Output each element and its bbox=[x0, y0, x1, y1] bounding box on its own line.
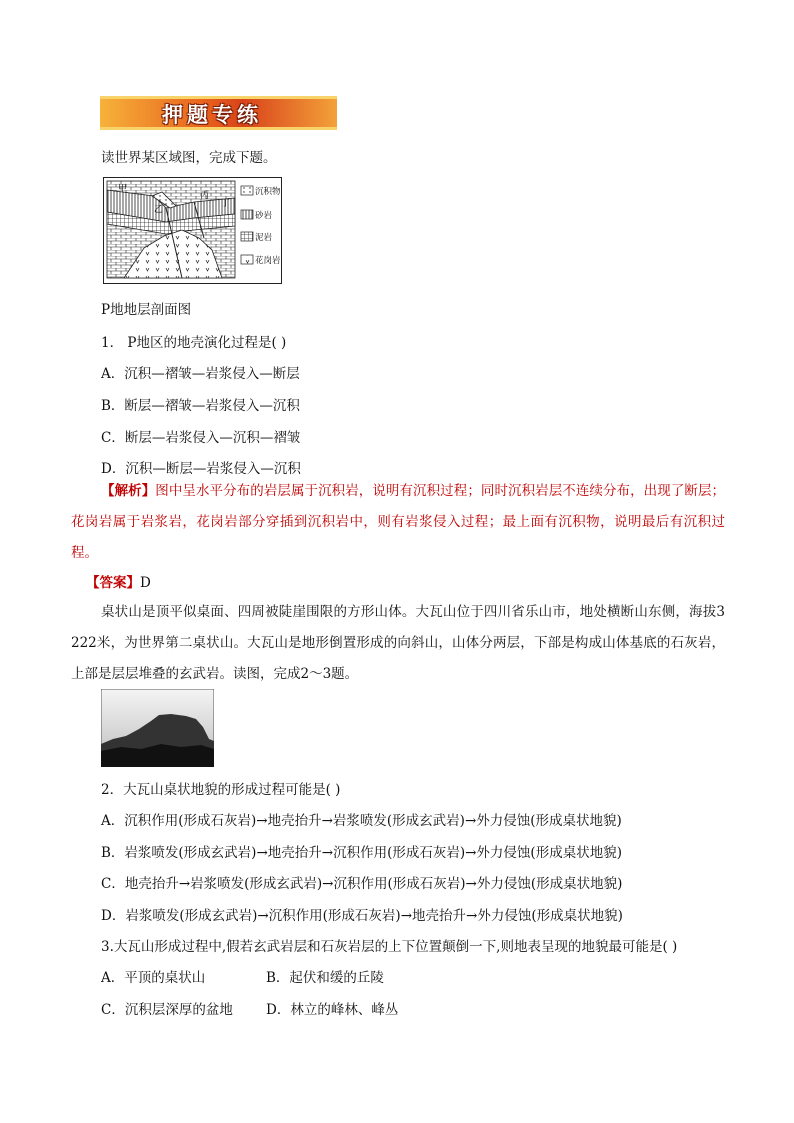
label-jia: 甲 bbox=[118, 184, 128, 194]
q1-analysis bbox=[71, 476, 725, 569]
answer-tag: 【答案】 bbox=[86, 575, 140, 591]
q3-option-b: B．起伏和缓的丘陵 bbox=[266, 970, 384, 986]
legend-label-granite: 花岗岩 bbox=[255, 256, 281, 266]
intro-text: 读世界某区域图，完成下题。 bbox=[101, 150, 277, 166]
label-bing: 丙 bbox=[200, 191, 210, 201]
q1-option-b: B．断层—褶皱—岩浆侵入—沉积 bbox=[101, 398, 300, 414]
figure1-caption: P地地层剖面图 bbox=[101, 302, 192, 318]
q3-stem: 3.大瓦山形成过程中,假若玄武岩层和石灰岩层的上下位置颠倒一下,则地表呈现的地貌最可能是( ) bbox=[101, 939, 678, 955]
q1-option-d: D．沉积—断层—岩浆侵入—沉积 bbox=[101, 461, 301, 477]
legend-swatch-mudstone bbox=[241, 232, 253, 241]
geologic-section-drawing bbox=[104, 178, 281, 283]
legend-swatch-sandstone bbox=[241, 210, 253, 219]
q2-stem: 2．大瓦山桌状地貌的形成过程可能是( ) bbox=[101, 782, 341, 798]
section-banner bbox=[100, 96, 337, 130]
dawashan-photo bbox=[101, 689, 214, 767]
analysis-text: 图中呈水平分布的岩层属于沉积岩，说明有沉积过程；同时沉积岩层不连续分布，出现了断层；花岗岩属于岩浆岩，花岗岩部分穿插到沉积岩中，则有岩浆侵入过程；最上面有沉积物，说明最后有沉积过程。 bbox=[71, 483, 726, 561]
answer-value: D bbox=[140, 575, 151, 591]
q1-option-c: C．断层—岩浆侵入—沉积—褶皱 bbox=[101, 430, 301, 446]
label-yi: 乙 bbox=[154, 205, 164, 215]
legend-label-mudstone: 泥岩 bbox=[255, 233, 273, 243]
analysis-tag: 【解析】 bbox=[101, 483, 156, 499]
table-mountain-photo bbox=[101, 689, 214, 767]
q2-option-d: D．岩浆喷发(形成玄武岩)→沉积作用(形成石灰岩)→地壳抬升→外力侵蚀(形成桌状地貌) bbox=[101, 908, 623, 924]
q3-option-d: D．林立的峰林、峰丛 bbox=[266, 1002, 399, 1018]
legend-swatch-sediment bbox=[241, 186, 253, 195]
q3-option-c: C．沉积层深厚的盆地 bbox=[101, 1002, 233, 1018]
q3-option-a: A．平顶的桌状山 bbox=[101, 970, 206, 986]
q1-answer bbox=[86, 571, 151, 591]
figure-legend bbox=[241, 186, 281, 266]
q1-stem: 1． P地区的地壳演化过程是( ) bbox=[101, 335, 287, 351]
geologic-section-figure bbox=[103, 177, 282, 284]
legend-label-sandstone: 砂岩 bbox=[255, 211, 273, 221]
q1-option-a: A．沉积—褶皱—岩浆侵入—断层 bbox=[101, 366, 300, 382]
banner-title: 押题专练 bbox=[162, 102, 262, 127]
passage-2: 桌状山是顶平似桌面、四周被陡崖围限的方形山体。大瓦山位于四川省乐山市，地处横断山东侧，海拔3 222米，为世界第二桌状山。大瓦山是地形倒置形成的向斜山，山体分两层，下部是构成山体基底的石灰岩，上部是层层堆叠的玄武岩。读图，完成2～3题。 bbox=[71, 604, 725, 682]
q2-option-c: C．地壳抬升→岩浆喷发(形成玄武岩)→沉积作用(形成石灰岩)→外力侵蚀(形成桌状地貌) bbox=[101, 876, 623, 892]
q2-option-a: A．沉积作用(形成石灰岩)→地壳抬升→岩浆喷发(形成玄武岩)→外力侵蚀(形成桌状地貌) bbox=[101, 813, 622, 829]
legend-label-sediment: 沉积物 bbox=[255, 187, 281, 197]
label-ding: 丁 bbox=[221, 199, 231, 209]
q2-option-b: B．岩浆喷发(形成玄武岩)→地壳抬升→沉积作用(形成石灰岩)→外力侵蚀(形成桌状地貌) bbox=[101, 845, 622, 861]
legend-swatch-granite bbox=[241, 255, 253, 264]
